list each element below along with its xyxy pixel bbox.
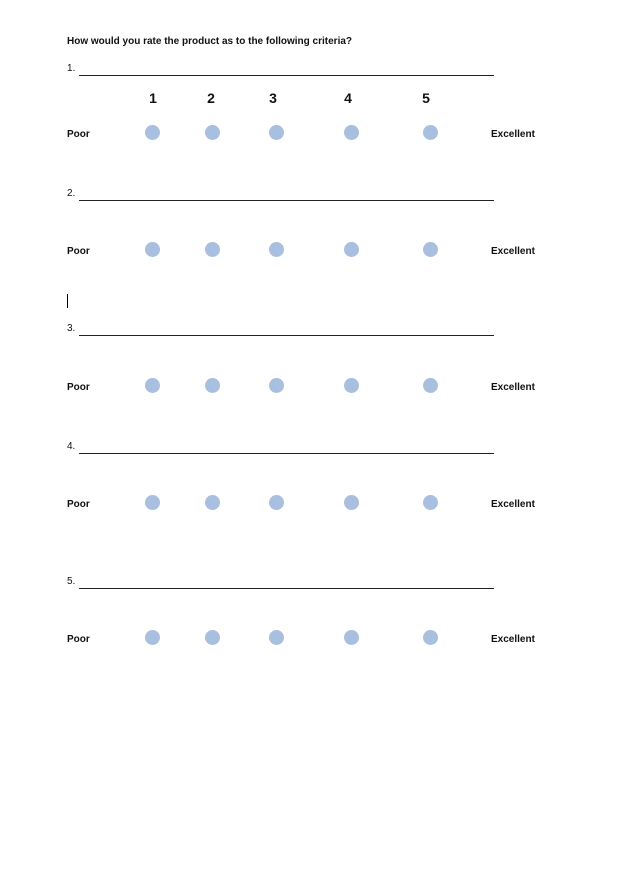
rating-dot-1[interactable] xyxy=(145,125,160,140)
rating-dot-4[interactable] xyxy=(344,242,359,257)
scale-label-4: 4 xyxy=(344,90,352,106)
rating-row-1 xyxy=(0,125,639,145)
question-1 xyxy=(0,63,639,83)
rating-dot-1[interactable] xyxy=(145,495,160,510)
question-answer-line[interactable] xyxy=(79,335,494,336)
rating-dot-3[interactable] xyxy=(269,630,284,645)
question-answer-line[interactable] xyxy=(79,75,494,76)
excellent-label: Excellent xyxy=(491,129,535,140)
rating-dot-4[interactable] xyxy=(344,630,359,645)
poor-label: Poor xyxy=(67,634,90,645)
scale-label-5: 5 xyxy=(422,90,430,106)
rating-dot-1[interactable] xyxy=(145,630,160,645)
rating-dot-3[interactable] xyxy=(269,242,284,257)
rating-row-5 xyxy=(0,630,639,650)
question-answer-line[interactable] xyxy=(79,200,494,201)
rating-dot-2[interactable] xyxy=(205,495,220,510)
poor-label: Poor xyxy=(67,382,90,393)
rating-dot-5[interactable] xyxy=(423,125,438,140)
question-answer-line[interactable] xyxy=(79,453,494,454)
rating-row-3 xyxy=(0,378,639,398)
poor-label: Poor xyxy=(67,499,90,510)
excellent-label: Excellent xyxy=(491,499,535,510)
question-number: 1. xyxy=(67,63,76,74)
excellent-label: Excellent xyxy=(491,634,535,645)
poor-label: Poor xyxy=(67,129,90,140)
rating-dot-1[interactable] xyxy=(145,242,160,257)
rating-dot-3[interactable] xyxy=(269,378,284,393)
question-5 xyxy=(0,576,639,596)
rating-dot-5[interactable] xyxy=(423,495,438,510)
question-answer-line[interactable] xyxy=(79,588,494,589)
question-number: 4. xyxy=(67,441,76,452)
rating-dot-4[interactable] xyxy=(344,495,359,510)
question-number: 5. xyxy=(67,576,76,587)
question-4 xyxy=(0,441,639,461)
rating-dot-4[interactable] xyxy=(344,378,359,393)
scale-label-2: 2 xyxy=(207,90,215,106)
excellent-label: Excellent xyxy=(491,382,535,393)
poor-label: Poor xyxy=(67,246,90,257)
rating-dot-1[interactable] xyxy=(145,378,160,393)
rating-dot-3[interactable] xyxy=(269,125,284,140)
rating-dot-2[interactable] xyxy=(205,242,220,257)
scale-label-3: 3 xyxy=(269,90,277,106)
rating-dot-4[interactable] xyxy=(344,125,359,140)
rating-scale-header xyxy=(0,90,639,108)
rating-row-2 xyxy=(0,242,639,262)
rating-row-4 xyxy=(0,495,639,515)
rating-dot-5[interactable] xyxy=(423,242,438,257)
rating-dot-3[interactable] xyxy=(269,495,284,510)
text-cursor xyxy=(67,294,68,308)
question-number: 3. xyxy=(67,323,76,334)
rating-dot-5[interactable] xyxy=(423,378,438,393)
rating-dot-2[interactable] xyxy=(205,378,220,393)
scale-label-1: 1 xyxy=(149,90,157,106)
rating-dot-2[interactable] xyxy=(205,125,220,140)
survey-title: How would you rate the product as to the following criteria? xyxy=(67,36,353,47)
question-number: 2. xyxy=(67,188,76,199)
rating-dot-5[interactable] xyxy=(423,630,438,645)
excellent-label: Excellent xyxy=(491,246,535,257)
question-3 xyxy=(0,323,639,343)
question-2 xyxy=(0,188,639,208)
rating-dot-2[interactable] xyxy=(205,630,220,645)
